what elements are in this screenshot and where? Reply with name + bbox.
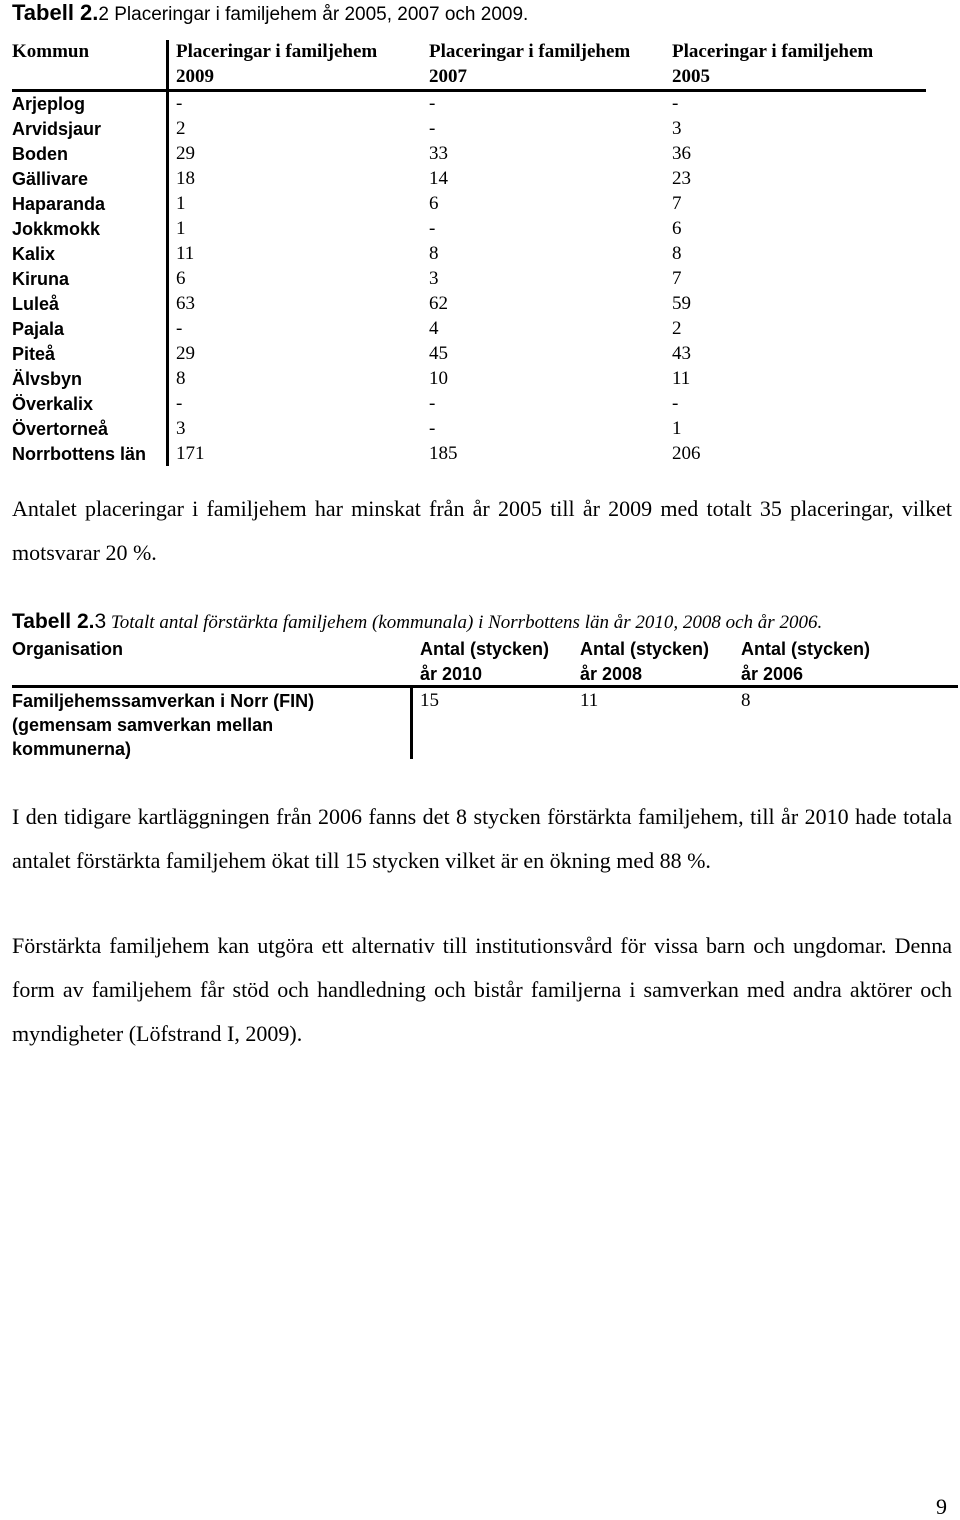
table-2-2-divider [166, 40, 169, 466]
header-2008-line1: Antal (stycken) [580, 639, 710, 659]
table-2-2-caption [12, 0, 528, 26]
row-kommun: Gällivare [12, 169, 89, 189]
value-2008: 11 [580, 690, 599, 711]
value-2010: 15 [420, 690, 439, 711]
row-value-2007: - [429, 418, 436, 439]
table-2-3-caption [12, 610, 822, 634]
header-2006-line1: Antal (stycken) [741, 639, 871, 659]
row-kommun: Älvsbyn [12, 369, 83, 389]
row-kommun: Piteå [12, 344, 56, 364]
row-value-2005: 2 [672, 318, 682, 339]
value-2006: 8 [741, 690, 751, 711]
row-value-2005: 23 [672, 168, 691, 189]
row-value-2009: 29 [176, 343, 195, 364]
row-value-2007: 8 [429, 243, 439, 264]
row-value-2009: 63 [176, 293, 195, 314]
row-value-2009: - [176, 393, 183, 414]
row-value-2009: 29 [176, 143, 195, 164]
org-name-line1: Familjehemssamverkan i Norr (FIN) [12, 691, 315, 711]
row-value-2007: 45 [429, 343, 448, 364]
header-2010-line1: Antal (stycken) [420, 639, 550, 659]
table-2-2-title: Placeringar i familjehem år 2005, 2007 och 2009. [108, 4, 529, 25]
row-value-2009: 1 [176, 193, 186, 214]
header-2006-line2: år 2006 [741, 664, 804, 684]
row-value-2009: - [176, 318, 183, 339]
table-2-3-divider [410, 686, 413, 759]
row-kommun: Kiruna [12, 269, 70, 289]
row-value-2007: 3 [429, 268, 439, 289]
header-organisation: Organisation [12, 639, 124, 659]
paragraph-forstarkta-alternativ: Förstärkta familjehem kan utgöra ett alternativ till institutionsvård för vissa barn och ungdomar. Denna form av familjehem får stöd och handledning och bistår familjerna i samverkan med andra aktörer och myndigheter (Löfstrand I, 2009). [12, 933, 952, 1046]
row-value-2005: 43 [672, 343, 691, 364]
table-2-2-label: Tabell 2.2 [12, 0, 109, 25]
row-kommun: Norrbottens län [12, 444, 147, 464]
row-value-2007: 4 [429, 318, 439, 339]
header-2007-line2: 2007 [429, 66, 467, 87]
row-value-2009: 3 [176, 418, 186, 439]
row-kommun: Luleå [12, 294, 60, 314]
row-value-2009: 8 [176, 368, 186, 389]
row-value-2009: 11 [176, 243, 195, 264]
row-value-2009: 6 [176, 268, 186, 289]
paragraph-forstarkta-2006: I den tidigare kartläggningen från 2006 fanns det 8 stycken förstärkta familjehem, till år 2010 hade totala antalet förstärkta familjehem ökat till 15 stycken vilket är en ökning med 88 %. [12, 804, 952, 873]
row-value-2009: 18 [176, 168, 195, 189]
header-2007-line1: Placeringar i familjehem [429, 41, 631, 62]
row-value-2005: 206 [672, 443, 701, 464]
row-value-2009: 1 [176, 218, 186, 239]
row-kommun: Boden [12, 144, 68, 164]
page-number: 9 [936, 1494, 947, 1519]
row-value-2005: 8 [672, 243, 682, 264]
header-kommun: Kommun [12, 41, 90, 62]
row-kommun: Kalix [12, 244, 56, 264]
row-kommun: Arvidsjaur [12, 119, 102, 139]
table-2-3-title: Totalt antal förstärkta familjehem (kommunala) i Norrbottens län år 2010, 2008 och år 2006. [106, 612, 823, 633]
org-name-line3: kommunerna) [12, 739, 132, 759]
table-2-3-header-rule [12, 685, 958, 688]
row-value-2005: - [672, 393, 679, 414]
table-2-3-label: Tabell 2.3 [12, 610, 107, 633]
row-value-2005: 6 [672, 218, 682, 239]
header-2005-line1: Placeringar i familjehem [672, 41, 874, 62]
row-value-2007: 14 [429, 168, 448, 189]
row-value-2009: - [176, 93, 183, 114]
header-2009-line2: 2009 [176, 66, 214, 87]
row-value-2007: 185 [429, 443, 458, 464]
row-value-2005: 1 [672, 418, 682, 439]
row-value-2009: 171 [176, 443, 205, 464]
header-2010-line2: år 2010 [420, 664, 483, 684]
paragraph-placeringar: Antalet placeringar i familjehem har minskat från år 2005 till år 2009 med totalt 35 placeringar, vilket motsvarar 20 %. [12, 496, 952, 565]
row-kommun: Övertorneå [12, 419, 109, 439]
row-value-2007: 6 [429, 193, 439, 214]
header-2009-line1: Placeringar i familjehem [176, 41, 378, 62]
row-kommun: Haparanda [12, 194, 106, 214]
row-value-2007: 33 [429, 143, 448, 164]
row-kommun: Arjeplog [12, 94, 86, 114]
row-value-2005: 7 [672, 268, 682, 289]
row-value-2007: - [429, 93, 436, 114]
row-value-2007: 62 [429, 293, 448, 314]
row-kommun: Jokkmokk [12, 219, 101, 239]
row-value-2005: 36 [672, 143, 691, 164]
row-kommun: Pajala [12, 319, 65, 339]
row-value-2005: 3 [672, 118, 682, 139]
table-2-2-header-rule [12, 89, 926, 92]
row-value-2005: 7 [672, 193, 682, 214]
row-value-2007: - [429, 118, 436, 139]
row-kommun: Överkalix [12, 394, 94, 414]
row-value-2007: - [429, 218, 436, 239]
row-value-2005: 11 [672, 368, 691, 389]
row-value-2007: 10 [429, 368, 448, 389]
org-name-line2: (gemensam samverkan mellan [12, 715, 274, 735]
row-value-2005: 59 [672, 293, 691, 314]
row-value-2005: - [672, 93, 679, 114]
row-value-2007: - [429, 393, 436, 414]
row-value-2009: 2 [176, 118, 186, 139]
header-2008-line2: år 2008 [580, 664, 643, 684]
header-2005-line2: 2005 [672, 66, 710, 87]
